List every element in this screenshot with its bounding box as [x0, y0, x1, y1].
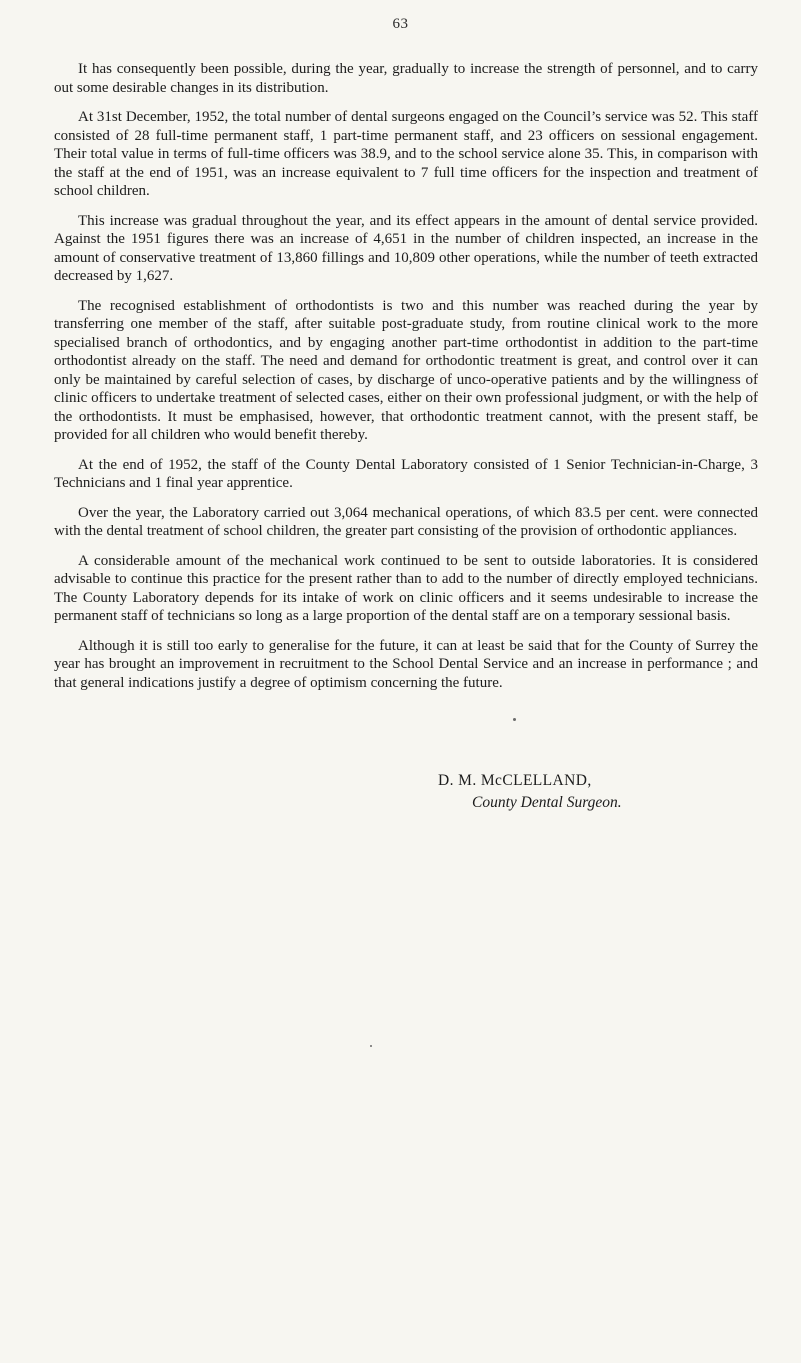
paragraph-laboratory-staff: At the end of 1952, the staff of the County Dental Laboratory consisted of 1 Senior Technician-in-Charge, 3 Technicians and 1 final year apprentice. [54, 456, 758, 491]
paper-speck [370, 1045, 372, 1047]
paper-speck [513, 718, 516, 721]
report-body [54, 60, 758, 811]
signatory-title: County Dental Surgeon. [472, 794, 622, 811]
paragraph-service-increase: This increase was gradual throughout the year, and its effect appears in the amount of dental service provided. Against the 1951 figures there was an increase of 4,651 in the number of children inspected, an increase in the amount of conservative treatment of 13,860 fillings and 10,809 other operations, while the number of teeth extracted decreased by 1,627. [54, 212, 758, 284]
paragraph-outside-laboratories: A considerable amount of the mechanical work continued to be sent to outside laboratories. It is considered advisable to continue this practice for the present rather than to add to the number of directly employed technicians. The County Laboratory depends for its intake of work on clinic officers and it seems undesirable to increase the permanent staff of technicians so long as a large proportion of the dental staff are on a temporary sessional basis. [54, 552, 758, 624]
paragraph-outlook: Although it is still too early to generalise for the future, it can at least be said that for the County of Surrey the year has brought an improvement in recruitment to the School Dental Service and an increase in performance ; and that general indications justify a degree of optimism concerning the future. [54, 637, 758, 691]
page-number: 63 [392, 16, 409, 32]
signatory-name: D. M. McCLELLAND, [438, 772, 592, 789]
paragraph-personnel-strength: It has consequently been possible, during the year, gradually to increase the strength of personnel, and to carry out some desirable changes in its distribution. [54, 61, 758, 96]
paragraph-staff-numbers: At 31st December, 1952, the total number of dental surgeons engaged on the Council’s service was 52. This staff consisted of 28 full-time permanent staff, 1 part-time permanent staff, and 23 officers on sessional engagement. Their total value in terms of full-time officers was 38.9, and to the school service alone 35. This, in comparison with the staff at the end of 1951, was an increase equivalent to 7 full time officers for the inspection and treatment of school children. [54, 109, 758, 199]
paragraph-laboratory-operations: Over the year, the Laboratory carried out 3,064 mechanical operations, of which 83.5 per cent. were connected with the dental treatment of school children, the greater part consisting of the provision of orthodontic appliances. [54, 504, 758, 539]
paragraph-orthodontists: The recognised establishment of orthodontists is two and this number was reached during the year by transferring one member of the staff, after suitable post-graduate study, from routine clinical work to the more specialised branch of orthodontics, and by engaging another part-time orthodontist in addition to the part-time orthodontist already on the staff. The need and demand for orthodontic treatment is great, and control over it can only be maintained by careful selection of cases, by discharge of unco-operative patients and by the willingness of clinic officers to undertake treatment of selected cases, either on their own professional judgment, or with the help of the orthodontists. It must be emphasised, however, that orthodontic treatment cannot, with the present staff, be provided for all children who would benefit thereby. [54, 297, 758, 443]
